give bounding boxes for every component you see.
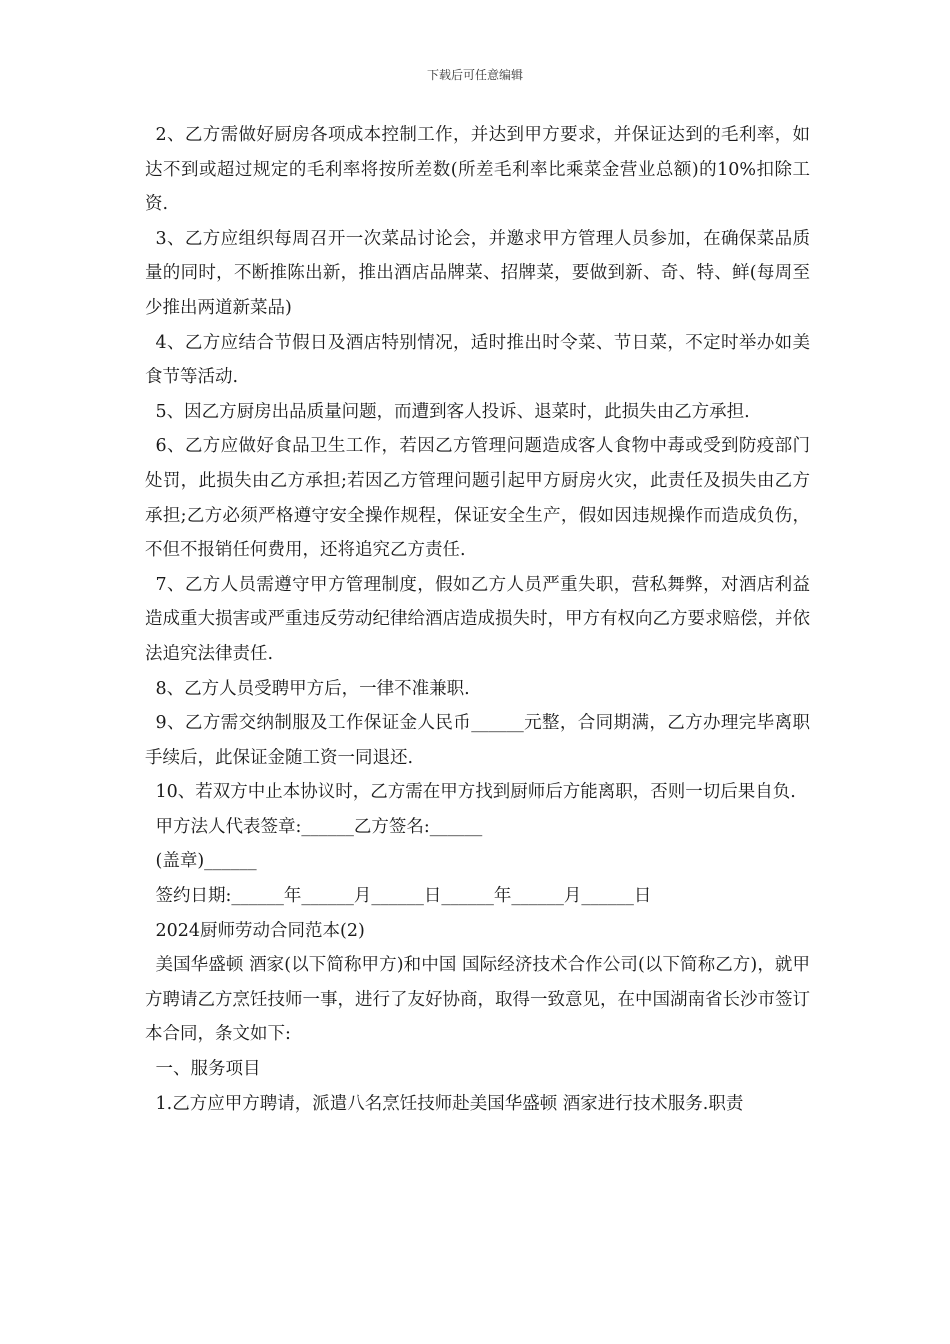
clause-10: 10、若双方中止本协议时，乙方需在甲方找到厨师后方能离职，否则一切后果自负. xyxy=(155,782,796,803)
page-header: 下载后可任意编辑 xyxy=(426,68,523,82)
section-title: 2024厨师劳动合同范本(2) xyxy=(155,920,365,941)
document-body xyxy=(145,118,810,1121)
clause-3: 3、乙方应组织每周召开一次菜品讨论会，并邀求甲方管理人员参加，在确保菜品质量的同时，不断推陈出新，推出酒店品牌菜、招牌菜，要做到新、奇、特、鲜(每周至少推出两道新菜品) xyxy=(145,228,810,318)
clause-2: 2、乙方需做好厨房各项成本控制工作，并达到甲方要求，并保证达到的毛利率，如达不到或超过规定的毛利率将按所差数(所差毛利率比乘菜金营业总额)的10%扣除工资. xyxy=(145,125,810,215)
clause-5: 5、因乙方厨房出品质量问题，而遭到客人投诉、退菜时，此损失由乙方承担. xyxy=(155,401,750,422)
signing-date-line: 签约日期:______年______月______日______年______月______日 xyxy=(155,886,652,907)
clause-7: 7、乙方人员需遵守甲方管理制度，假如乙方人员严重失职，营私舞弊，对酒店利益造成重大损害或严重违反劳动纪律给酒店造成损失时，甲方有权向乙方要求赔偿，并依法追究法律责任. xyxy=(145,574,810,664)
clause-6: 6、乙方应做好食品卫生工作，若因乙方管理问题造成客人食物中毒或受到防疫部门处罚，此损失由乙方承担;若因乙方管理问题引起甲方厨房火灾，此责任及损失由乙方承担;乙方必须严格遵守安全操作规程，保证安全生产，假如因违规操作而造成负伤，不但不报销任何费用，还将追究乙方责任. xyxy=(145,436,810,561)
clause-4: 4、乙方应结合节假日及酒店特别情况，适时推出时令菜、节日菜，不定时举办如美食节等活动. xyxy=(145,332,810,388)
signature-line: 甲方法人代表签章:______乙方签名:______ xyxy=(155,816,483,837)
clause-9: 9、乙方需交纳制服及工作保证金人民币______元整，合同期满，乙方办理完毕离职手续后，此保证金随工资一同退还. xyxy=(145,713,810,768)
section-heading-services: 一、服务项目 xyxy=(155,1059,261,1080)
seal-line: (盖章)______ xyxy=(155,851,257,872)
clause-8: 8、乙方人员受聘甲方后，一律不准兼职. xyxy=(155,678,470,699)
contract-intro: 美国华盛顿 酒家(以下简称甲方)和中国 国际经济技术合作公司(以下简称乙方)，就甲方聘请乙方烹饪技师一事，进行了友好协商，取得一致意见，在中国湖南省长沙市签订本合同，条文如下: xyxy=(145,955,810,1045)
service-item-1: 1.乙方应甲方聘请，派遣八名烹饪技师赴美国华盛顿 酒家进行技术服务.职责 xyxy=(155,1093,744,1114)
